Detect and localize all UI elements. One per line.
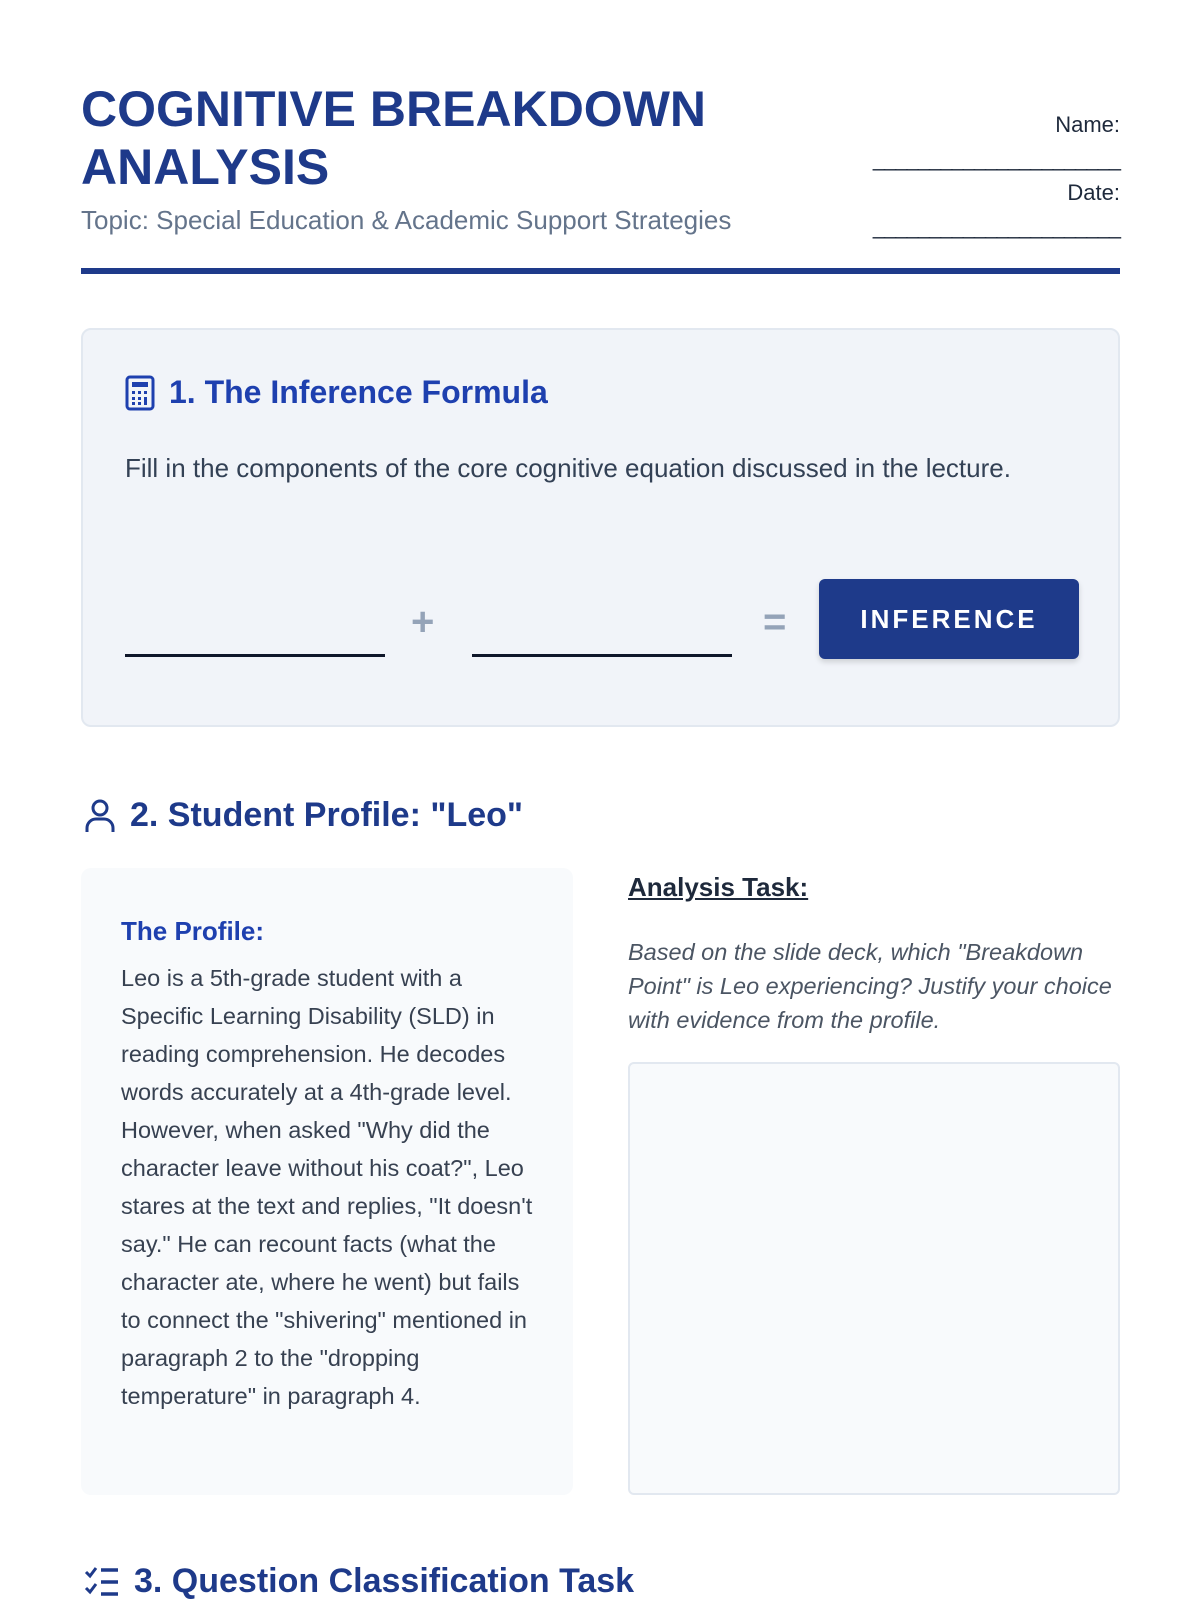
name-date-block <box>820 108 1120 244</box>
inference-formula-section <box>81 328 1120 727</box>
date-label: Date: <box>1067 180 1120 205</box>
list-check-icon <box>84 1565 120 1599</box>
section-2-heading <box>84 796 523 835</box>
profile-card <box>81 868 573 1495</box>
section-3-heading <box>84 1562 634 1601</box>
header-divider <box>81 268 1120 274</box>
equals-sign: = <box>763 600 787 644</box>
analysis-task-heading: Analysis Task: <box>628 872 809 902</box>
section-3-title: 3. Question Classification Task <box>134 1562 635 1600</box>
date-field[interactable]: ______________________ <box>872 214 1120 239</box>
analysis-answer-box[interactable] <box>628 1062 1120 1495</box>
profile-heading: The Profile: <box>121 916 265 946</box>
section-1-heading <box>125 374 548 411</box>
user-icon <box>84 798 116 834</box>
section-1-title: 1. The Inference Formula <box>169 374 548 410</box>
analysis-task-prompt: Based on the slide deck, which "Breakdown Point" is Leo experiencing? Justify your choice with evidence from the profile. <box>628 939 1112 1033</box>
name-label: Name: <box>1055 112 1120 137</box>
calculator-icon <box>125 375 155 411</box>
plus-sign: + <box>411 600 435 644</box>
formula-blank-1[interactable] <box>125 654 385 657</box>
name-field[interactable]: ______________________ <box>872 146 1120 171</box>
inference-result-box: INFERENCE <box>819 579 1079 659</box>
formula-blank-2[interactable] <box>472 654 732 657</box>
topic-subtitle: Topic: Special Education & Academic Support Strategies <box>81 205 732 235</box>
section-1-instructions: Fill in the components of the core cognitive equation discussed in the lecture. <box>125 453 1011 483</box>
profile-text: Leo is a 5th-grade student with a Specific Learning Disability (SLD) in reading comprehension. He decodes words accurately at a 4th-grade level. However, when asked "Why did the character leave without his coat?", Leo stares at the text and replies, "It doesn't say." He can recount facts (what the character ate, where he went) but fails to connect the "shivering" mentioned in paragraph 2 to the "dropping temperature" in paragraph 4. <box>121 965 533 1409</box>
page-title: COGNITIVE BREAKDOWN ANALYSIS <box>81 81 706 195</box>
section-2-title: 2. Student Profile: "Leo" <box>130 796 524 834</box>
